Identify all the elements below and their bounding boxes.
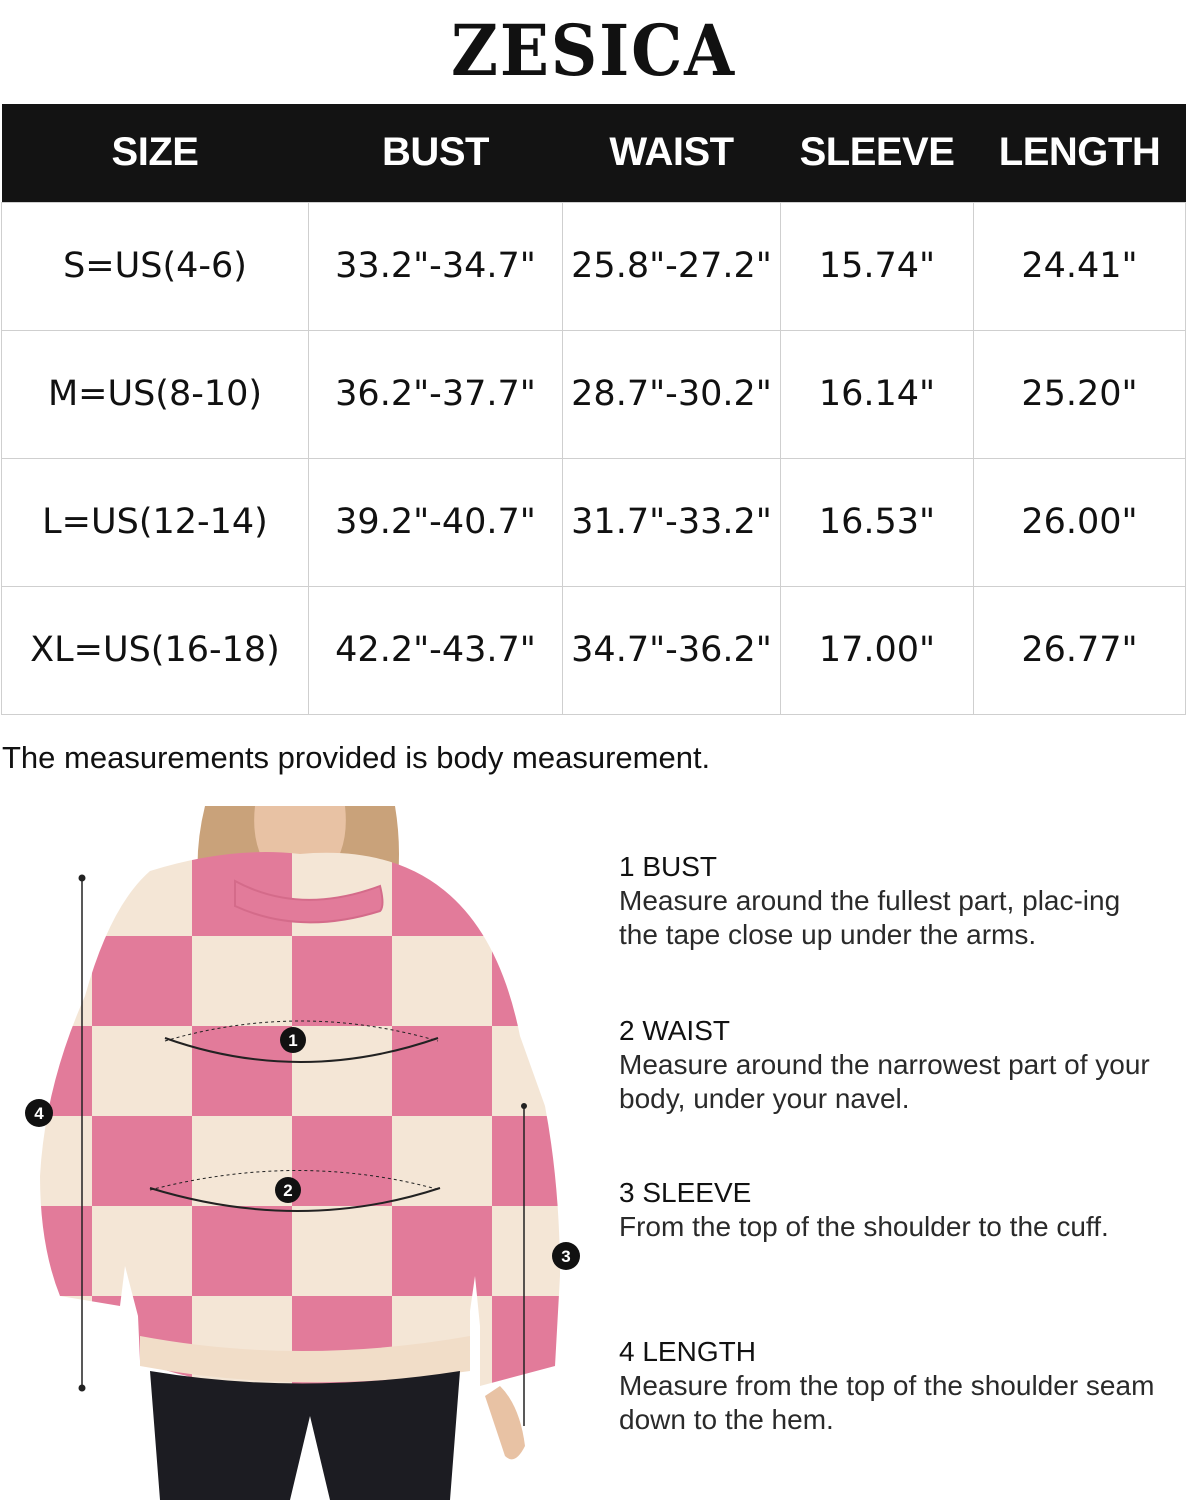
- header-length: LENGTH: [974, 104, 1186, 202]
- table-row: [2, 202, 1186, 330]
- table-row: [2, 330, 1186, 458]
- waist-cell: 34.7"-36.2": [563, 586, 781, 714]
- marker-2: [275, 1177, 301, 1203]
- guide-length-title: 4 LENGTH: [619, 1336, 756, 1367]
- marker-4-label: 4: [34, 1104, 44, 1123]
- marker-2-label: 2: [283, 1181, 293, 1200]
- sleeve-cell: 15.74": [781, 202, 974, 330]
- header-sleeve: SLEEVE: [781, 104, 974, 202]
- guide-bust-title: 1 BUST: [619, 851, 718, 882]
- size-chart-table: [1, 104, 1186, 715]
- header-bust: BUST: [309, 104, 563, 202]
- guide-bust: [619, 850, 1159, 952]
- guide-waist-text: Measure around the narrowest part of your body, under your navel.: [619, 1049, 1150, 1114]
- bust-cell: 36.2"-37.7": [309, 330, 563, 458]
- marker-3: [552, 1242, 580, 1270]
- bust-cell: 33.2"-34.7": [309, 202, 563, 330]
- marker-3-label: 3: [561, 1247, 571, 1266]
- guide-length: [619, 1335, 1159, 1437]
- size-cell: S=US(4-6): [2, 202, 309, 330]
- size-cell: M=US(8-10): [2, 330, 309, 458]
- guide-sleeve-title: 3 SLEEVE: [619, 1177, 752, 1208]
- guide-bust-text: Measure around the fullest part, plac-ing the tape close up under the arms.: [619, 885, 1121, 950]
- measurement-note: The measurements provided is body measurement.: [2, 740, 711, 775]
- jeans-shape: [150, 1371, 460, 1500]
- marker-1: [280, 1027, 306, 1053]
- guide-length-text: Measure from the top of the shoulder seam down to the hem.: [619, 1370, 1155, 1435]
- waist-cell: 28.7"-30.2": [563, 330, 781, 458]
- table-row: [2, 586, 1186, 714]
- table-row: [2, 458, 1186, 586]
- bust-cell: 39.2"-40.7": [309, 458, 563, 586]
- guide-sleeve-text: From the top of the shoulder to the cuff.: [619, 1211, 1109, 1242]
- guide-waist-title: 2 WAIST: [619, 1015, 730, 1046]
- length-end-dot: [79, 1385, 86, 1392]
- waist-cell: 31.7"-33.2": [563, 458, 781, 586]
- header-size: SIZE: [2, 104, 309, 202]
- marker-4: [25, 1099, 53, 1127]
- sleeve-cell: 16.14": [781, 330, 974, 458]
- bust-cell: 42.2"-43.7": [309, 586, 563, 714]
- size-cell: XL=US(16-18): [2, 586, 309, 714]
- header-waist: WAIST: [563, 104, 781, 202]
- sweater-model-illustration: [0, 806, 600, 1500]
- sleeve-start-dot: [521, 1103, 527, 1109]
- table-header-row: [2, 104, 1186, 202]
- hand-shape: [485, 1386, 525, 1459]
- length-start-dot: [79, 875, 86, 882]
- waist-cell: 25.8"-27.2": [563, 202, 781, 330]
- length-cell: 26.00": [974, 458, 1186, 586]
- size-cell: L=US(12-14): [2, 458, 309, 586]
- brand-logo: ZESICA: [451, 8, 736, 92]
- guide-sleeve: [619, 1176, 1159, 1244]
- length-cell: 26.77": [974, 586, 1186, 714]
- length-cell: 25.20": [974, 330, 1186, 458]
- sleeve-cell: 16.53": [781, 458, 974, 586]
- sleeve-cell: 17.00": [781, 586, 974, 714]
- marker-1-label: 1: [288, 1031, 298, 1050]
- guide-waist: [619, 1014, 1159, 1116]
- length-cell: 24.41": [974, 202, 1186, 330]
